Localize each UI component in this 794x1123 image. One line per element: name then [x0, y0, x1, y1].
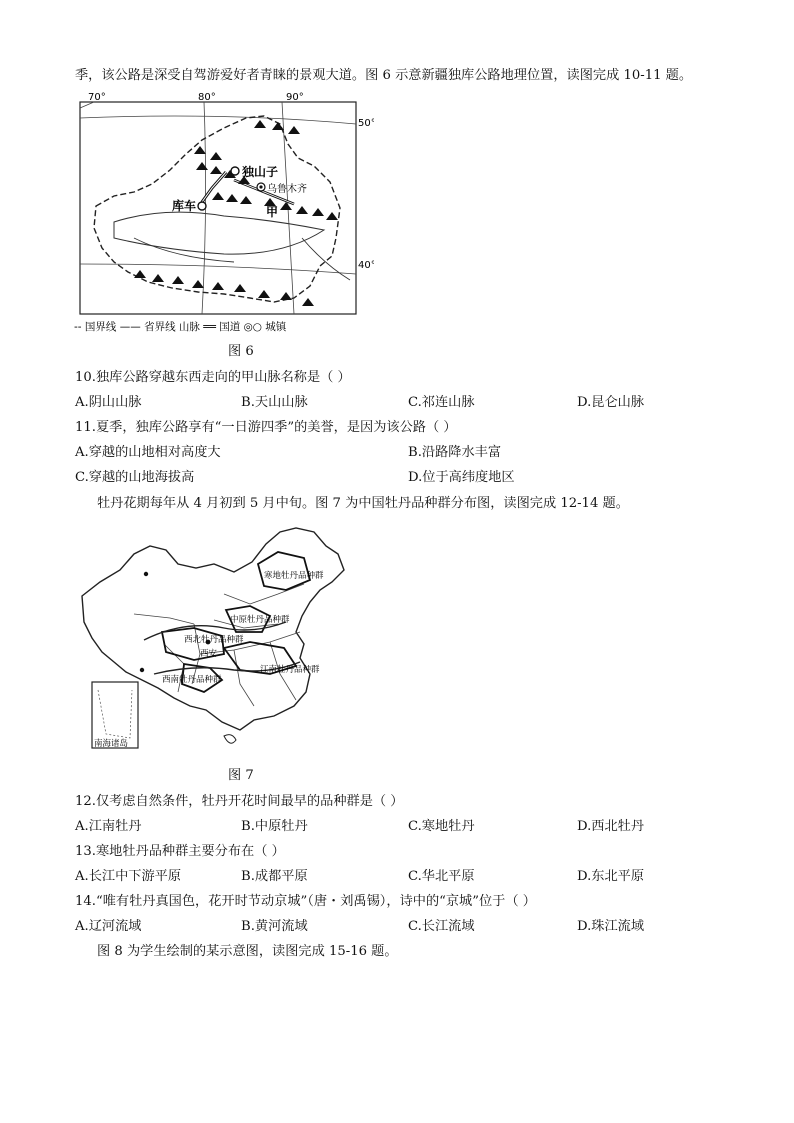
intro-line: 季，该公路是深受自驾游爱好者青睐的景观大道。图 6 示意新疆独库公路地理位置，读图完成 10-11 题。: [75, 68, 693, 83]
q11-stem: 11.夏季，独库公路享有“一日游四季”的美誉，是因为该公路（ ）: [75, 420, 457, 435]
q13-option-d[interactable]: D.东北平原: [577, 869, 645, 884]
nanhai-islands-label: 南海诸岛: [94, 739, 129, 749]
q14-option-b[interactable]: B.黄河流域: [241, 919, 308, 934]
q12-option-c[interactable]: C.寒地牡丹: [408, 819, 475, 834]
lon-label-70: 70°: [88, 92, 106, 103]
map-legend: -- 国界线 —— 省界线 山脉 ══ 国道 ◎○ 城镇: [74, 321, 287, 333]
kuche-town-icon: [198, 202, 206, 210]
q11-option-d[interactable]: D.位于高纬度地区: [408, 470, 515, 485]
q10-stem: 10.独库公路穿越东西走向的甲山脉名称是（ ）: [75, 370, 351, 385]
q14-option-c[interactable]: C.长江流域: [408, 919, 475, 934]
figure-7-map: [74, 524, 364, 756]
q13-option-b[interactable]: B.成都平原: [241, 869, 308, 884]
xian-label: 西安: [200, 649, 218, 659]
dushanzi-town-icon: [231, 167, 239, 175]
china-peony-map-svg: [74, 524, 364, 756]
jiangnan-peony-label: 江南牡丹品种群: [260, 665, 320, 675]
lon-label-80: 80°: [198, 92, 216, 103]
dushanzi-label: 独山子: [242, 165, 279, 179]
q12-option-b[interactable]: B.中原牡丹: [241, 819, 308, 834]
lat-label-50: 50°: [358, 118, 374, 129]
jia-mountain-label: 甲: [266, 205, 279, 219]
figure-6-caption: 图 6: [228, 344, 254, 359]
q12-stem: 12.仅考虑自然条件，牡丹开花时间最早的品种群是（ ）: [75, 794, 404, 809]
zhongyuan-peony-label: 中原牡丹品种群: [230, 615, 290, 625]
urumqi-label: 乌鲁木齐: [267, 184, 307, 195]
q14-option-d[interactable]: D.珠江流域: [577, 919, 645, 934]
intro-15-16: 图 8 为学生绘制的某示意图，读图完成 15-16 题。: [97, 944, 398, 959]
q13-stem: 13.寒地牡丹品种群主要分布在（ ）: [75, 844, 285, 859]
xibei-peony-label: 西北牡丹品种群: [184, 635, 244, 645]
hanbei-peony-label: 寒地牡丹品种群: [264, 571, 324, 581]
intro-12-14: 牡丹花期每年从 4 月初到 5 月中旬。图 7 为中国牡丹品种群分布图，读图完成 12-14 题。: [97, 496, 629, 511]
q14-stem: 14.“唯有牡丹真国色，花开时节动京城”（唐・刘禹锡），诗中的“京城”位于（ ）: [75, 894, 536, 909]
q10-option-d[interactable]: D.昆仑山脉: [577, 395, 645, 410]
q10-option-a[interactable]: A.阴山山脉: [75, 395, 142, 410]
q11-option-a[interactable]: A.穿越的山地相对高度大: [75, 445, 221, 460]
lat-label-40: 40°: [358, 260, 374, 271]
q13-option-c[interactable]: C.华北平原: [408, 869, 475, 884]
lon-label-90: 90°: [286, 92, 304, 103]
kuche-label: 库车: [172, 199, 197, 213]
q13-option-a[interactable]: A.长江中下游平原: [75, 869, 182, 884]
q10-option-c[interactable]: C.祁连山脉: [408, 395, 475, 410]
q14-option-a[interactable]: A.辽河流域: [75, 919, 142, 934]
q12-option-a[interactable]: A.江南牡丹: [75, 819, 142, 834]
xinjiang-map-svg: [74, 88, 374, 336]
xinan-peony-label: 西南牡丹品种群: [162, 675, 222, 685]
q11-option-b[interactable]: B.沿路降水丰富: [408, 445, 502, 460]
q12-option-d[interactable]: D.西北牡丹: [577, 819, 645, 834]
figure-7-caption: 图 7: [228, 768, 254, 783]
figure-6-map: [74, 88, 374, 336]
q11-option-c[interactable]: C.穿越的山地海拔高: [75, 470, 195, 485]
q10-option-b[interactable]: B.天山山脉: [241, 395, 308, 410]
